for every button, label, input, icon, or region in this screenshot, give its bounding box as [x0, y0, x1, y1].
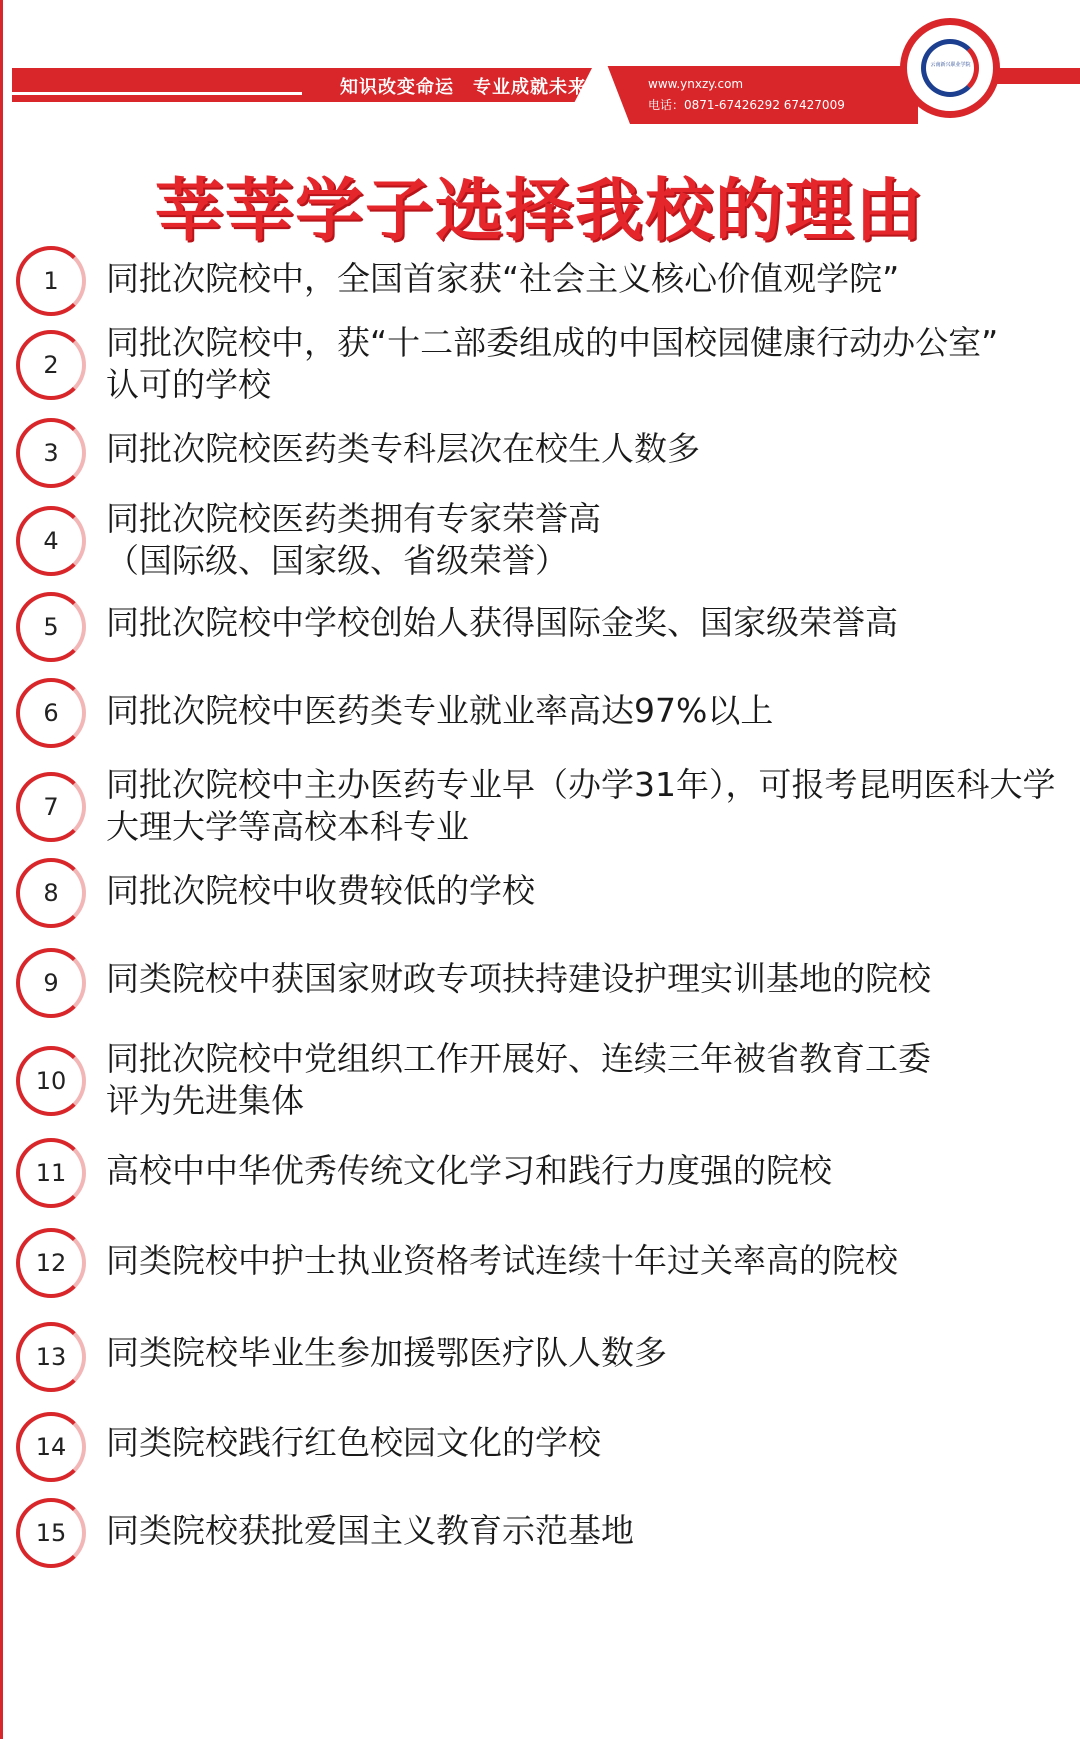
badge-number: 5 [43, 613, 59, 641]
item-text: 高校中中华优秀传统文化学习和践行力度强的院校 [106, 1151, 832, 1190]
number-badge [16, 506, 86, 576]
number-badge [16, 246, 86, 316]
badge-number: 10 [35, 1067, 67, 1095]
number-badge [16, 330, 86, 400]
site-url[interactable]: www.ynxzy.com [648, 77, 744, 91]
badge-number: 2 [43, 351, 59, 379]
badge-number: 13 [35, 1343, 67, 1371]
header-band-underline [12, 92, 302, 95]
item-text: 同批次院校中主办医药专业早（办学31年），可报考昆明医科大学 [106, 765, 1056, 804]
item-text-continued: （国际级、国家级、省级荣誉） [106, 541, 568, 580]
number-badge [16, 1498, 86, 1568]
item-text: 同类院校践行红色校园文化的学校 [106, 1423, 601, 1462]
badge-number: 6 [43, 699, 59, 727]
number-badge [16, 772, 86, 842]
badge-number: 11 [35, 1159, 67, 1187]
number-badge [16, 592, 86, 662]
number-badge [16, 418, 86, 488]
number-badge [16, 1412, 86, 1482]
item-text: 同批次院校中，获“十二部委组成的中国校园健康行动办公室” [106, 323, 999, 362]
item-text: 同类院校中获国家财政专项扶持建设护理实训基地的院校 [106, 959, 931, 998]
item-text-continued: 认可的学校 [106, 365, 271, 404]
badge-number: 12 [35, 1249, 67, 1277]
badge-number: 15 [35, 1519, 67, 1547]
number-badge [16, 1228, 86, 1298]
item-text: 同批次院校医药类专科层次在校生人数多 [106, 429, 700, 468]
page-title: 莘莘学子选择我校的理由 [154, 172, 925, 251]
number-badge [16, 1046, 86, 1116]
item-text-continued: 大理大学等高校本科专业 [106, 807, 469, 846]
badge-number: 4 [43, 527, 59, 555]
item-text: 同批次院校中医药类专业就业率高达97%以上 [106, 691, 774, 730]
number-badge [16, 1138, 86, 1208]
contact-phone: 电话：0871-67426292 67427009 [648, 98, 845, 112]
item-text: 同批次院校中党组织工作开展好、连续三年被省教育工委 [106, 1039, 931, 1078]
slogan: 知识改变命运 专业成就未来 [340, 77, 587, 98]
badge-number: 1 [43, 267, 59, 295]
item-text-continued: 评为先进集体 [106, 1081, 304, 1120]
badge-number: 3 [43, 439, 59, 467]
logo-text: 云南新兴职业学院 [930, 62, 971, 68]
badge-number: 8 [43, 879, 59, 907]
number-badge [16, 948, 86, 1018]
header-banner [0, 0, 1080, 150]
badge-number: 7 [43, 793, 59, 821]
item-text: 同类院校获批爱国主义教育示范基地 [106, 1511, 634, 1550]
item-text: 同类院校毕业生参加援鄂医疗队人数多 [106, 1333, 667, 1372]
header-band-right [598, 66, 918, 124]
logo-emblem-icon [921, 39, 979, 97]
item-text: 同批次院校中学校创始人获得国际金奖、国家级荣誉高 [106, 603, 898, 642]
item-text: 同批次院校中，全国首家获“社会主义核心价值观学院” [106, 259, 900, 298]
number-badge [16, 858, 86, 928]
left-border [0, 0, 3, 1739]
school-logo [900, 18, 1000, 118]
item-text: 同类院校中护士执业资格考试连续十年过关率高的院校 [106, 1241, 898, 1280]
number-badge [16, 678, 86, 748]
number-badge [16, 1322, 86, 1392]
badge-number: 14 [35, 1433, 67, 1461]
badge-number: 9 [43, 969, 59, 997]
item-text: 同批次院校医药类拥有专家荣誉高 [106, 499, 601, 538]
item-text: 同批次院校中收费较低的学校 [106, 871, 535, 910]
